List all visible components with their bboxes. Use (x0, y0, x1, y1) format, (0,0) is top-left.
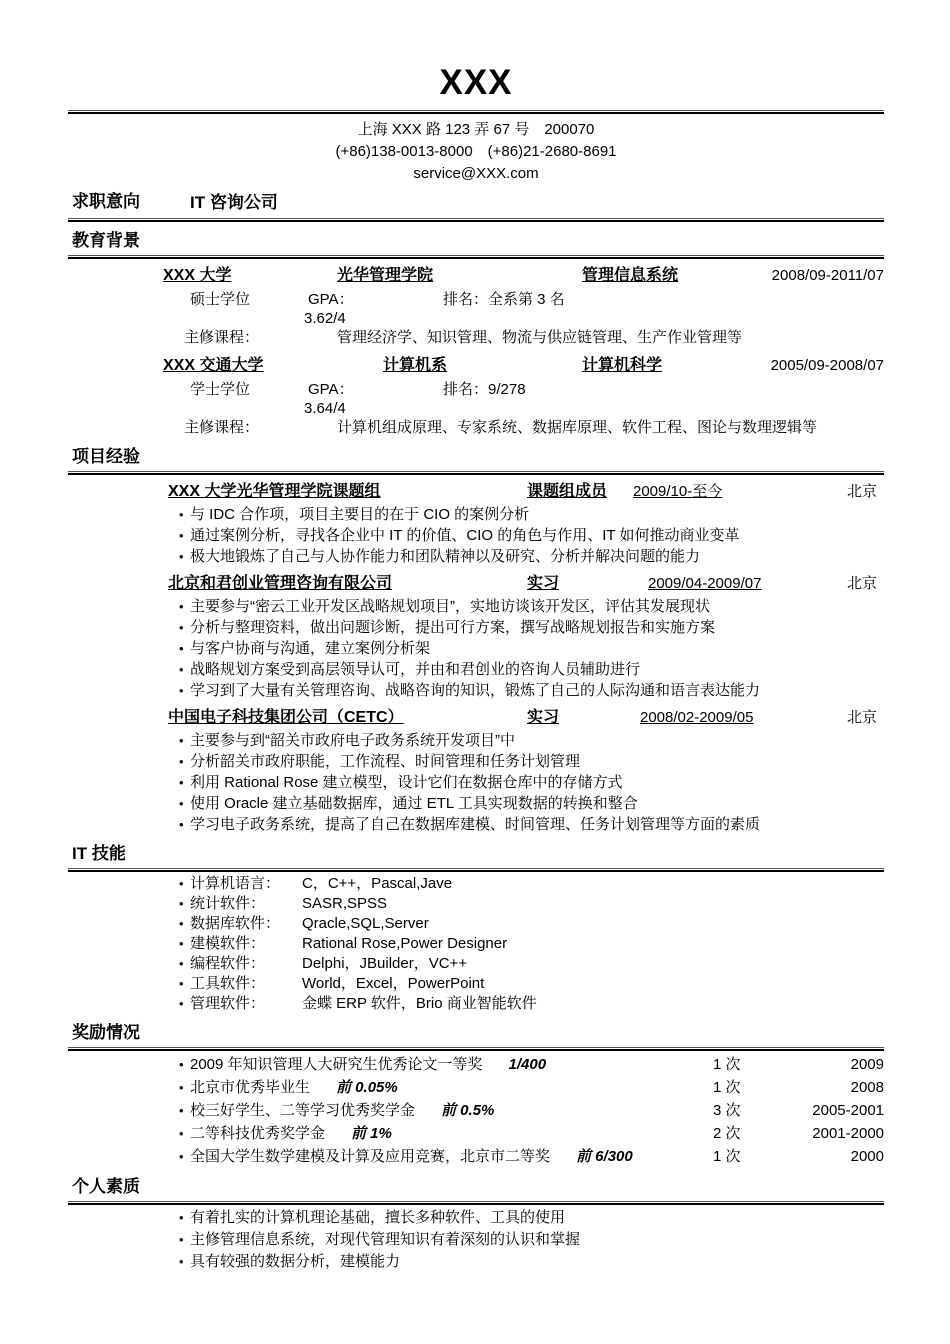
award-row (68, 1053, 884, 1076)
project-bullet: • 主要参与“密云工业开发区战略规划项目”，实地访谈该开发区，评估其发展现状 (68, 596, 884, 617)
skill-value: SASR,SPSS (302, 895, 388, 912)
award-list (68, 1053, 884, 1168)
project-bullet: • 利用 Rational Rose 建立模型，设计它们在数据仓库中的存储方式 (68, 772, 884, 793)
award-name: 二等科技优秀奖学金 (190, 1125, 326, 1142)
award-name: 全国大学生数学建模及计算及应用竞赛，北京市二等奖 (190, 1148, 551, 1165)
education-entry-header (68, 355, 884, 376)
quality-list (68, 1207, 884, 1273)
skill-row (68, 914, 884, 934)
courses-label: 主修课程： (184, 419, 260, 436)
objective-value: IT 咨询公司 (190, 193, 278, 212)
skill-row (68, 994, 884, 1014)
award-year: 2001-2000 (812, 1125, 884, 1142)
education-period: 2005/09-2008/07 (770, 357, 884, 374)
education-entry-header (68, 265, 884, 286)
award-row (68, 1076, 884, 1099)
project-bullet-list (68, 596, 884, 701)
skill-row (68, 954, 884, 974)
skill-value: Delphi，JBuilder，VC++ (302, 955, 468, 972)
project-header (68, 707, 884, 728)
section-title-awards: 奖励情况 (72, 1023, 140, 1042)
courses-value: 管理经济学、知识管理、物流与供应链管理、生产作业管理等 (337, 329, 743, 346)
skill-category: 建模软件： (190, 935, 266, 952)
skills-divider (68, 868, 884, 872)
courses-value: 计算机组成原理、专家系统、数据库原理、软件工程、图论与数理逻辑等 (337, 419, 818, 436)
education-degree-row (68, 290, 884, 328)
skill-category: 工具软件： (190, 975, 266, 992)
project-bullet: • 分析与整理资料，做出问题诊断，提出可行方案，撰写战略规划报告和实施方案 (68, 617, 884, 638)
project-bullet-list (68, 730, 884, 835)
award-percentile: 前 0.05% (336, 1079, 398, 1096)
project-role: 实习 (527, 709, 560, 726)
gpa-label: GPA： (308, 291, 354, 308)
award-year: 2008 (850, 1079, 884, 1096)
major-name: 计算机科学 (582, 357, 663, 374)
college-name: 计算机系 (383, 357, 448, 374)
project-header (68, 481, 884, 502)
skill-row (68, 874, 884, 894)
project-bullet: • 极大地锻炼了自己与人协作能力和团队精神以及研究、分析并解决问题的能力 (68, 546, 884, 567)
project-location: 北京 (846, 483, 877, 500)
skill-value: 金蝶 ERP 软件，Brio 商业智能软件 (302, 995, 537, 1012)
school-name: XXX 大学 (163, 267, 232, 284)
project-location: 北京 (846, 575, 877, 592)
education-period: 2008/09-2011/07 (771, 267, 884, 284)
project-bullet: • 主要参与到“韶关市政府电子政务系统开发项目”中 (68, 730, 884, 751)
award-year: 2009 (850, 1056, 884, 1073)
award-row (68, 1099, 884, 1122)
degree-label: 硕士学位 (190, 291, 251, 308)
skill-category: 编程软件： (190, 955, 266, 972)
email-line: service@XXX.com (413, 165, 539, 182)
project-bullet: • 通过案例分析，寻找各企业中 IT 的价值、CIO 的角色与作用、IT 如何推动商业变革 (68, 525, 884, 546)
qualities-divider (68, 1201, 884, 1205)
education-divider (68, 255, 884, 259)
section-title-projects: 项目经验 (72, 447, 140, 466)
projects-divider (68, 471, 884, 475)
skill-category: 计算机语言： (190, 875, 281, 892)
award-count: 1 次 (713, 1148, 741, 1165)
major-name: 管理信息系统 (582, 267, 679, 284)
project-bullet: • 学习电子政务系统，提高了自己在数据库建模、时间管理、任务计划管理等方面的素质 (68, 814, 884, 835)
award-name: 北京市优秀毕业生 (190, 1079, 311, 1096)
education-courses-row (68, 418, 884, 438)
quality-bullet: • 主修管理信息系统，对现代管理知识有着深刻的认识和掌握 (68, 1229, 884, 1251)
project-bullet: • 学习到了大量有关管理咨询、战略咨询的知识，锻炼了自己的人际沟通和语言表达能力 (68, 680, 884, 701)
skill-row (68, 934, 884, 954)
project-location: 北京 (846, 709, 877, 726)
skill-category: 统计软件： (190, 895, 266, 912)
award-row (68, 1145, 884, 1168)
project-header (68, 573, 884, 594)
skill-category: 数据库软件： (190, 915, 281, 932)
quality-bullet: • 有着扎实的计算机理论基础，擅长多种软件、工具的使用 (68, 1207, 884, 1229)
quality-bullet: • 具有较强的数据分析，建模能力 (68, 1251, 884, 1273)
education-degree-row (68, 380, 884, 418)
objective-divider (68, 218, 884, 222)
award-count: 1 次 (713, 1079, 741, 1096)
address-line: 上海 XXX 路 123 弄 67 号 200070 (357, 121, 595, 138)
project-org: 北京和君创业管理咨询有限公司 (168, 575, 393, 592)
degree-label: 学士学位 (190, 381, 251, 398)
project-period: 2009/04-2009/07 (648, 575, 762, 592)
project-bullet: • 分析韶关市政府职能，工作流程、时间管理和任务计划管理 (68, 751, 884, 772)
skill-row (68, 974, 884, 994)
project-org: XXX 大学光华管理学院课题组 (168, 483, 381, 500)
gpa-label: GPA： (308, 381, 354, 398)
education-courses-row (68, 328, 884, 348)
objective-label: 求职意向 (72, 192, 140, 211)
award-count: 3 次 (713, 1102, 741, 1119)
section-title-qualities: 个人素质 (72, 1177, 140, 1196)
skill-value: C，C++，Pascal,Jave (302, 875, 453, 892)
award-percentile: 前 1% (351, 1125, 392, 1142)
award-percentile: 前 0.5% (441, 1102, 495, 1119)
award-name: 校三好学生、二等学习优秀奖学金 (190, 1102, 416, 1119)
skill-value: World，Excel，PowerPoint (302, 975, 485, 992)
college-name: 光华管理学院 (337, 267, 434, 284)
project-role: 实习 (527, 575, 560, 592)
award-percentile: 1/400 (508, 1056, 547, 1073)
skill-list (68, 874, 884, 1014)
school-name: XXX 交通大学 (163, 357, 264, 374)
project-bullet: • 与客户协商与沟通，建立案例分析架 (68, 638, 884, 659)
project-period: 2009/10-至今 (633, 483, 723, 500)
project-bullet-list (68, 504, 884, 567)
objective-row (68, 192, 884, 214)
award-year: 2000 (850, 1148, 884, 1165)
resume-content (68, 0, 884, 1273)
courses-label: 主修课程： (184, 329, 260, 346)
awards-divider (68, 1047, 884, 1051)
gpa-value: 3.62/4 (304, 310, 346, 327)
skill-value: Qracle,SQL,Server (302, 915, 429, 932)
project-role: 课题组成员 (527, 483, 608, 500)
project-bullet: • 与 IDC 合作项，项目主要目的在于 CIO 的案例分析 (68, 504, 884, 525)
project-bullet: • 使用 Oracle 建立基础数据库，通过 ETL 工具实现数据的转换和整合 (68, 793, 884, 814)
award-percentile: 前 6/300 (576, 1148, 633, 1165)
gpa-value: 3.64/4 (304, 400, 346, 417)
rank-value: 排名：全系第 3 名 (443, 291, 565, 308)
rank-value: 排名：9/278 (443, 381, 526, 398)
project-period: 2008/02-2009/05 (640, 709, 754, 726)
project-bullet: • 战略规划方案受到高层领导认可，并由和君创业的咨询人员辅助进行 (68, 659, 884, 680)
contact-block (68, 119, 884, 185)
title-divider (68, 110, 884, 114)
award-name: 2009 年知识管理人大研究生优秀论文一等奖 (190, 1056, 483, 1073)
skill-value: Rational Rose,Power Designer (302, 935, 508, 952)
award-row (68, 1122, 884, 1145)
award-count: 2 次 (713, 1125, 741, 1142)
candidate-name: XXX (439, 63, 513, 102)
section-title-education: 教育背景 (72, 231, 140, 250)
award-year: 2005-2001 (812, 1102, 884, 1119)
skill-category: 管理软件： (190, 995, 266, 1012)
section-title-skills: IT 技能 (72, 844, 126, 863)
skill-row (68, 894, 884, 914)
project-org: 中国电子科技集团公司（CETC） (168, 709, 404, 726)
phone-line: (+86)138-0013-8000 (+86)21-2680-8691 (335, 143, 617, 160)
award-count: 1 次 (713, 1056, 741, 1073)
